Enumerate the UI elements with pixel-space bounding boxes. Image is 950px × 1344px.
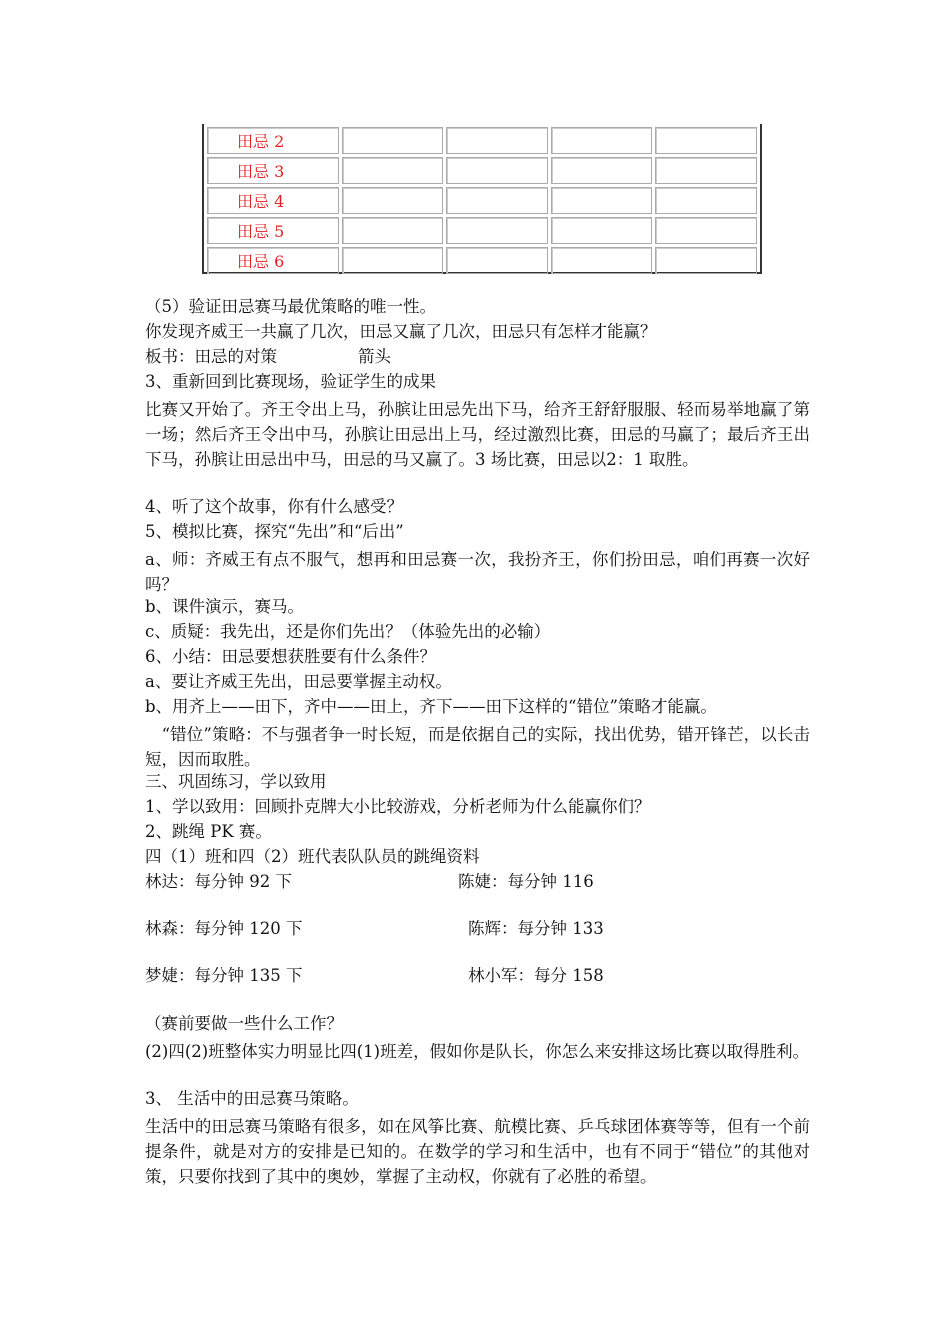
- rope-record: 林小军：每分 158: [468, 966, 604, 985]
- table-cell: [551, 187, 653, 214]
- table-cell: [342, 217, 444, 244]
- table-cell: [342, 187, 444, 214]
- table-cell: [342, 247, 444, 274]
- text-line: 板书：田忌的对策: [145, 347, 277, 366]
- table-cell: [342, 127, 444, 154]
- table-cell: [551, 127, 653, 154]
- text-line: 4、听了这个故事，你有什么感受？: [145, 497, 403, 516]
- table-cell: [446, 127, 548, 154]
- table-cell: [446, 247, 548, 274]
- text-line: 1、学以致用：回顾扑克牌大小比较游戏，分析老师为什么能赢你们？: [145, 797, 651, 816]
- row-label: 田忌 3: [207, 157, 339, 184]
- table-cell: [655, 247, 757, 274]
- table-cell: [655, 157, 757, 184]
- text-line: 3、重新回到比赛现场，验证学生的成果: [145, 372, 436, 391]
- table-row: [207, 157, 757, 184]
- rope-record: 林森：每分钟 120 下: [145, 919, 303, 938]
- paragraph: 比赛又开始了。齐王令出上马，孙膑让田忌先出下马，给齐王舒舒服服、轻而易举地赢了第一场；然后齐王令出中马，孙膑让田忌出上马，经过激烈比赛，田忌的马赢了；最后齐王出下马，孙膑让田忌出中马，田忌的马又赢了。3 场比赛，田忌以2：1 取胜。: [145, 400, 810, 469]
- table-cell: [551, 157, 653, 184]
- text-line: 5、模拟比赛，探究“先出”和“后出”: [145, 522, 404, 541]
- section-heading: 三、巩固练习，学以致用: [145, 772, 327, 791]
- row-label: 田忌 4: [207, 187, 339, 214]
- text-line: 箭头: [358, 347, 391, 366]
- text-line: 6、小结：田忌要想获胜要有什么条件？: [145, 647, 436, 666]
- text-line: 四（1）班和四（2）班代表队队员的跳绳资料: [145, 847, 480, 866]
- paragraph: (2)四(2)班整体实力明显比四(1)班差，假如你是队长，你怎么来安排这场比赛以取得胜利。: [145, 1042, 810, 1061]
- text-line: b、用齐上——田下，齐中——田上，齐下——田下这样的“错位”策略才能赢。: [145, 697, 717, 716]
- table-row: [207, 187, 757, 214]
- rope-record: 梦婕：每分钟 135 下: [145, 966, 303, 985]
- rope-record: 林达：每分钟 92 下: [145, 872, 292, 891]
- text-line: （赛前要做一些什么工作？: [145, 1014, 343, 1033]
- table-grid: [204, 124, 760, 277]
- table-row: [207, 247, 757, 274]
- paragraph: 生活中的田忌赛马策略有很多，如在风筝比赛、航模比赛、乒乓球团体赛等等，但有一个前提条件，就是对方的安排是已知的。在数学的学习和生活中，也有不同于“错位”的其他对策，只要你找到了其中的奥妙，掌握了主动权，你就有了必胜的希望。: [145, 1117, 810, 1186]
- text-line: c、质疑：我先出，还是你们先出？（体验先出的必输）: [145, 622, 551, 641]
- row-label: 田忌 2: [207, 127, 339, 154]
- table-cell: [446, 217, 548, 244]
- rope-record: 陈辉：每分钟 133: [468, 919, 604, 938]
- row-label: 田忌 5: [207, 217, 339, 244]
- text-line: 2、跳绳 PK 赛。: [145, 822, 272, 841]
- table-cell: [655, 127, 757, 154]
- horse-race-table: [202, 124, 762, 274]
- paragraph: “错位”策略：不与强者争一时长短，而是依据自己的实际，找出优势，错开锋芒，以长击短，因而取胜。: [145, 725, 810, 769]
- table-row: [207, 217, 757, 244]
- rope-record: 陈婕：每分钟 116: [458, 872, 594, 891]
- table-cell: [342, 157, 444, 184]
- text-line: 3、 生活中的田忌赛马策略。: [145, 1089, 359, 1108]
- table-cell: [446, 187, 548, 214]
- row-label: 田忌 6: [207, 247, 339, 274]
- text-line: 你发现齐威王一共赢了几次，田忌又赢了几次，田忌只有怎样才能赢？: [145, 322, 657, 341]
- text-line: b、课件演示，赛马。: [145, 597, 305, 616]
- table-cell: [655, 187, 757, 214]
- table-cell: [551, 217, 653, 244]
- table-cell: [655, 217, 757, 244]
- table-row: [207, 127, 757, 154]
- paragraph: a、师：齐威王有点不服气，想再和田忌赛一次，我扮齐王，你们扮田忌，咱们再赛一次好吗？: [145, 550, 810, 594]
- text-line: （5）验证田忌赛马最优策略的唯一性。: [145, 297, 436, 316]
- table-cell: [551, 247, 653, 274]
- text-line: a、要让齐威王先出，田忌要掌握主动权。: [145, 672, 452, 691]
- table-cell: [446, 157, 548, 184]
